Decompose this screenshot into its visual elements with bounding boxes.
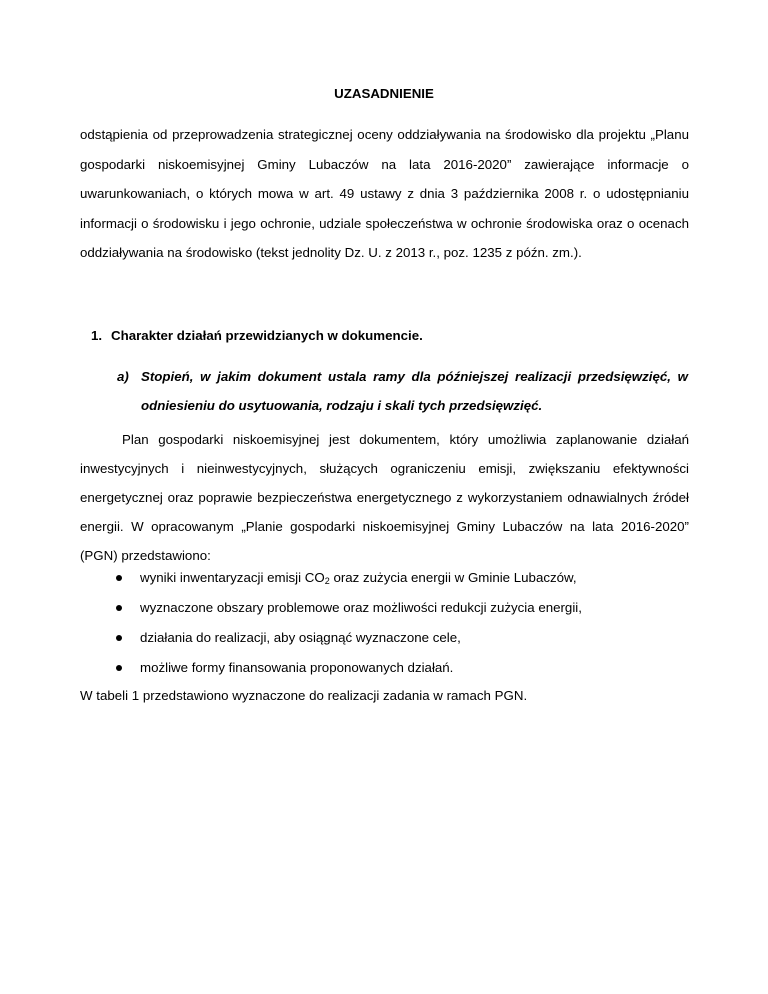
section-number: 1. bbox=[91, 328, 103, 343]
list-item-text: wyznaczone obszary problemowe oraz możliwości redukcji zużycia energii, bbox=[140, 600, 582, 615]
list-item bbox=[116, 628, 582, 658]
closing-sentence: W tabeli 1 przedstawiono wyznaczone do realizacji zadania w ramach PGN. bbox=[80, 688, 528, 703]
subsection-heading-text: Stopień, w jakim dokument ustala ramy dla późniejszej realizacji przedsięwzięć, w odniesieniu do usytuowania, rodzaju i skali tych przedsięwzięć. bbox=[141, 369, 688, 413]
intro-paragraph: odstąpienia od przeprowadzenia strategicznej oceny oddziaływania na środowisko dla projektu „Planu gospodarki niskoemisyjnej Gminy Lubaczów na lata 2016-2020” zawierające informacje o uwarunkowaniach, o których mowa w art. 49 ustawy z dnia 3 października 2008 r. o udostępnianiu informacji o środowisku i jego ochronie, udziale społeczeństwa w ochronie środowiska oraz o ocenach oddziaływania na środowisko (tekst jednolity Dz. U. z 2013 r., poz. 1235 z późn. zm.). bbox=[80, 127, 689, 260]
list-item bbox=[116, 658, 582, 688]
list-item bbox=[116, 568, 582, 598]
subsection-letter: a) bbox=[117, 369, 129, 384]
bullet-list bbox=[116, 568, 582, 688]
subsection-heading bbox=[117, 363, 688, 420]
bullet-icon bbox=[116, 575, 122, 581]
section-heading bbox=[91, 328, 423, 343]
subscript: 2 bbox=[324, 576, 330, 586]
list-item-text: działania do realizacji, aby osiągnąć wyznaczone cele, bbox=[140, 630, 461, 645]
body-paragraph bbox=[80, 425, 689, 570]
section-heading-text: Charakter działań przewidzianych w dokumencie. bbox=[111, 328, 423, 343]
list-item-text-cont: oraz zużycia energii w Gminie Lubaczów, bbox=[329, 570, 577, 585]
body-paragraph-text: Plan gospodarki niskoemisyjnej jest dokumentem, który umożliwia zaplanowanie działań inwestycyjnych i nieinwestycyjnych, służących ograniczeniu emisji, zwiększaniu efektywności energetycznej oraz poprawie bezpieczeństwa energetycznego z wykorzystaniem odnawialnych źródeł energii. W opracowanym „Planie gospodarki niskoemisyjnej Gminy Lubaczów na lata 2016-2020” (PGN) przedstawiono: bbox=[80, 432, 689, 563]
bullet-icon bbox=[116, 635, 122, 641]
bullet-icon bbox=[116, 665, 122, 671]
bullet-icon bbox=[116, 605, 122, 611]
list-item-text: wyniki inwentaryzacji emisji CO bbox=[140, 570, 325, 585]
list-item bbox=[116, 598, 582, 628]
document-title: UZASADNIENIE bbox=[334, 86, 434, 101]
list-item-text: możliwe formy finansowania proponowanych działań. bbox=[140, 660, 454, 675]
